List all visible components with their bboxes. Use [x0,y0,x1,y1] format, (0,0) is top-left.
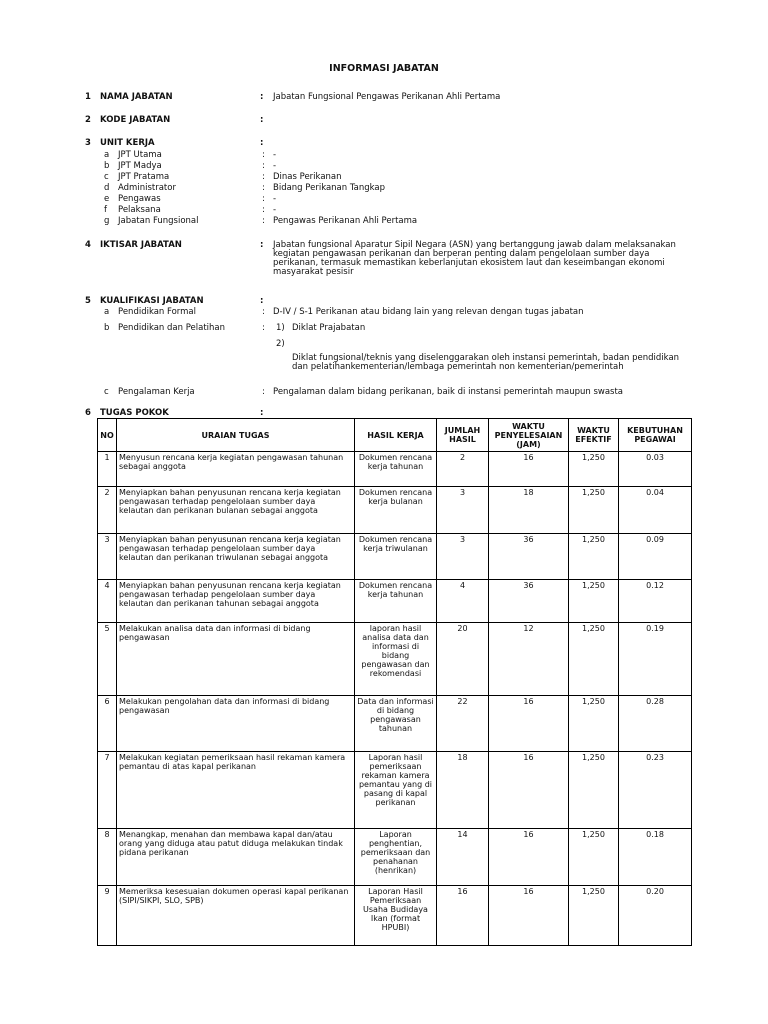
section-5-colon: : [260,296,264,306]
unit-label: JPT Pratama [118,172,170,182]
section-3-number: 3 [85,138,91,148]
cell-uraian: Melakukan analisa data dan informasi di bidang pengawasan [117,623,355,696]
unit-value: - [273,194,277,204]
diklat-item: dan pelatihankementerian/lembaga pemerintah non kementerian/pemerintah [292,362,624,372]
cell-uraian: Menyiapkan bahan penyusunan rencana kerja kegiatan pengawasan terhadap pengelolaan sumber daya kelautan dan perikanan triwulanan sebagai anggota [117,534,355,580]
cell-no: 4 [98,580,117,623]
cell-uraian: Menangkap, menahan dan membawa kapal dan/atau orang yang diduga atau patut diduga melakukan tindak pidana perikanan [117,829,355,886]
unit-letter: b [104,161,110,171]
header-no: NO [98,419,117,452]
cell-jumlah: 2 [437,452,489,487]
table-row [98,886,692,946]
cell-waktu: 16 [489,452,569,487]
cell-efektif: 1,250 [569,886,619,946]
section-1-value: Jabatan Fungsional Pengawas Perikanan Ahli Pertama [273,92,501,102]
cell-no: 6 [98,696,117,752]
iktisar-line: masyarakat pesisir [273,267,354,277]
cell-hasil: Laporan Hasil Pemeriksaan Usaha Budidaya Ikan (format HPUBI) [355,886,437,946]
cell-efektif: 1,250 [569,580,619,623]
unit-letter: g [104,216,110,226]
cell-waktu: 16 [489,752,569,829]
unit-value: - [273,150,277,160]
section-4-colon: : [260,240,264,250]
kualifikasi-value: Pengalaman dalam bidang perikanan, baik di instansi pemerintah maupun swasta [273,387,624,397]
unit-colon: : [262,172,265,182]
cell-jumlah: 3 [437,487,489,534]
unit-label: JPT Madya [118,161,162,171]
unit-letter: a [104,150,110,160]
kualifikasi-letter: b [104,323,110,333]
cell-jumlah: 14 [437,829,489,886]
diklat-item: Diklat Prajabatan [292,323,366,333]
cell-waktu: 18 [489,487,569,534]
unit-letter: d [104,183,110,193]
cell-efektif: 1,250 [569,829,619,886]
cell-hasil: Dokumen rencana kerja triwulanan [355,534,437,580]
cell-jumlah: 22 [437,696,489,752]
kualifikasi-label: Pengalaman Kerja [118,387,195,397]
header-jumlah: JUMLAH HASIL [437,419,489,452]
table-row [98,487,692,534]
unit-value: - [273,205,277,215]
unit-value: Bidang Perikanan Tangkap [273,183,386,193]
cell-no: 7 [98,752,117,829]
cell-jumlah: 3 [437,534,489,580]
kualifikasi-colon: : [262,323,265,333]
cell-jumlah: 4 [437,580,489,623]
unit-colon: : [262,150,265,160]
unit-colon: : [262,161,265,171]
unit-label: Jabatan Fungsional [118,216,199,226]
table-row [98,623,692,696]
cell-hasil: Laporan penghentian, pemeriksaan dan penahanan (henrikan) [355,829,437,886]
cell-no: 1 [98,452,117,487]
cell-kebutuhan: 0.12 [619,580,692,623]
unit-letter: f [104,205,107,215]
kualifikasi-colon: : [262,387,265,397]
table-row [98,580,692,623]
cell-no: 5 [98,623,117,696]
cell-jumlah: 18 [437,752,489,829]
cell-waktu: 16 [489,829,569,886]
table-header-row [98,419,692,452]
section-4-number: 4 [85,240,91,250]
section-3-colon: : [260,138,264,148]
unit-letter: e [104,194,110,204]
cell-hasil: Laporan hasil pemeriksaan rekaman kamera pemantau yang di pasang di kapal perikanan [355,752,437,829]
cell-kebutuhan: 0.18 [619,829,692,886]
cell-no: 8 [98,829,117,886]
section-5-number: 5 [85,296,91,306]
cell-kebutuhan: 0.20 [619,886,692,946]
header-kebutuhan: KEBUTUHAN PEGAWAI [619,419,692,452]
unit-colon: : [262,205,265,215]
section-1-colon: : [260,92,264,102]
section-2-label: KODE JABATAN [100,115,171,125]
header-efektif: WAKTU EFEKTIF [569,419,619,452]
unit-value: Dinas Perikanan [273,172,342,182]
header-hasil: HASIL KERJA [355,419,437,452]
section-2-colon: : [260,115,264,125]
table-row [98,829,692,886]
cell-hasil: Dokumen rencana kerja tahunan [355,580,437,623]
cell-uraian: Menyiapkan bahan penyusunan rencana kerja kegiatan pengawasan terhadap pengelolaan sumber daya kelautan dan perikanan bulanan sebagai anggota [117,487,355,534]
kualifikasi-letter: c [104,387,109,397]
cell-no: 9 [98,886,117,946]
diklat-number: 1) [276,323,285,333]
cell-efektif: 1,250 [569,696,619,752]
kualifikasi-letter: a [104,307,110,317]
cell-uraian: Melakukan kegiatan pemeriksaan hasil rekaman kamera pemantau di atas kapal perikanan [117,752,355,829]
cell-kebutuhan: 0.09 [619,534,692,580]
kualifikasi-colon: : [262,307,265,317]
cell-efektif: 1,250 [569,752,619,829]
unit-value: Pengawas Perikanan Ahli Pertama [273,216,418,226]
cell-hasil: Data dan informasi di bidang pengawasan tahunan [355,696,437,752]
unit-colon: : [262,194,265,204]
cell-jumlah: 20 [437,623,489,696]
cell-efektif: 1,250 [569,623,619,696]
table-row [98,452,692,487]
cell-uraian: Melakukan pengolahan data dan informasi di bidang pengawasan [117,696,355,752]
cell-kebutuhan: 0.23 [619,752,692,829]
cell-kebutuhan: 0.03 [619,452,692,487]
cell-waktu: 16 [489,886,569,946]
section-6-label: TUGAS POKOK [100,408,169,418]
unit-label: Pengawas [118,194,161,204]
cell-kebutuhan: 0.19 [619,623,692,696]
cell-kebutuhan: 0.28 [619,696,692,752]
cell-efektif: 1,250 [569,452,619,487]
unit-label: JPT Utama [118,150,162,160]
cell-hasil: Dokumen rencana kerja bulanan [355,487,437,534]
table-row [98,534,692,580]
unit-letter: c [104,172,109,182]
section-4-label: IKTISAR JABATAN [100,240,182,250]
cell-jumlah: 16 [437,886,489,946]
table-row [98,696,692,752]
iktisar-line: Jabatan fungsional Aparatur Sipil Negara (ASN) yang bertanggung jawab dalam melaksanakan [273,240,676,250]
tugas-pokok-table [97,418,692,946]
cell-kebutuhan: 0.04 [619,487,692,534]
unit-colon: : [262,216,265,226]
iktisar-line: kegiatan pengawasan perikanan dan berperan penting dalam pengelolaan sumber daya [273,249,650,259]
cell-waktu: 12 [489,623,569,696]
section-3-label: UNIT KERJA [100,138,155,148]
cell-uraian: Menyusun rencana kerja kegiatan pengawasan tahunan sebagai anggota [117,452,355,487]
diklat-item: Diklat fungsional/teknis yang diselenggarakan oleh instansi pemerintah, badan pendidikan [292,353,680,363]
cell-waktu: 36 [489,534,569,580]
cell-efektif: 1,250 [569,487,619,534]
cell-waktu: 16 [489,696,569,752]
section-5-label: KUALIFIKASI JABATAN [100,296,204,306]
cell-waktu: 36 [489,580,569,623]
cell-uraian: Memeriksa kesesuaian dokumen operasi kapal perikanan (SIPI/SIKPI, SLO, SPB) [117,886,355,946]
table-row [98,752,692,829]
section-1-number: 1 [85,92,91,102]
cell-hasil: laporan hasil analisa data dan informasi di bidang pengawasan dan rekomendasi [355,623,437,696]
section-6-colon: : [260,408,264,418]
header-uraian: URAIAN TUGAS [117,419,355,452]
unit-value: - [273,161,277,171]
cell-hasil: Dokumen rencana kerja tahunan [355,452,437,487]
unit-label: Administrator [118,183,176,193]
cell-no: 2 [98,487,117,534]
kualifikasi-label: Pendidikan Formal [118,307,197,317]
section-6-number: 6 [85,408,91,418]
iktisar-line: perikanan, termasuk memastikan keberlanjutan ekosistem laut dan keseimbangan ekonomi [273,258,665,268]
unit-colon: : [262,183,265,193]
document-title: INFORMASI JABATAN [329,63,439,74]
section-2-number: 2 [85,115,91,125]
section-1-label: NAMA JABATAN [100,92,173,102]
diklat-number: 2) [276,339,285,349]
cell-no: 3 [98,534,117,580]
header-waktu: WAKTU PENYELESAIAN (JAM) [489,419,569,452]
cell-uraian: Menyiapkan bahan penyusunan rencana kerja kegiatan pengawasan terhadap pengelolaan sumber daya kelautan dan perikanan tahunan sebagai anggota [117,580,355,623]
kualifikasi-label: Pendidikan dan Pelatihan [118,323,226,333]
kualifikasi-value: D-IV / S-1 Perikanan atau bidang lain yang relevan dengan tugas jabatan [273,307,584,317]
unit-label: Pelaksana [118,205,161,215]
cell-efektif: 1,250 [569,534,619,580]
